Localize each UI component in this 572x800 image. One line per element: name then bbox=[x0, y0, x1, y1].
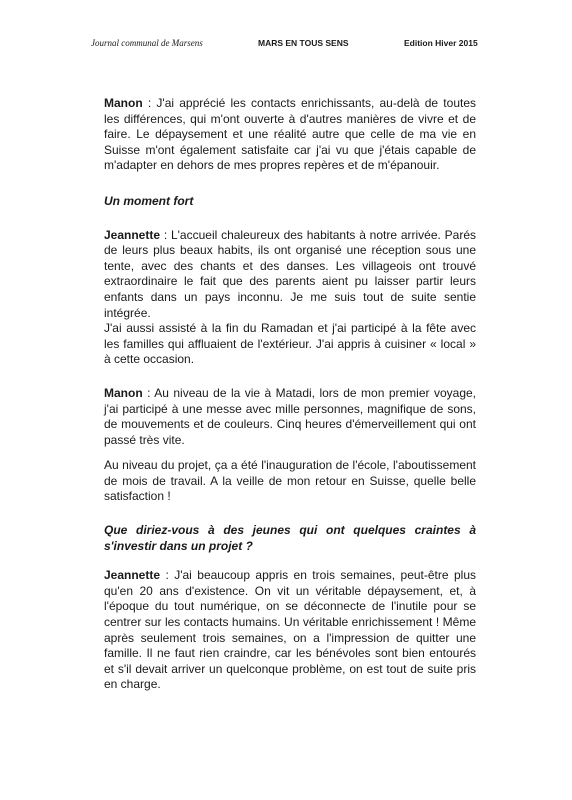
speaker-name: Manon bbox=[104, 385, 143, 400]
section-heading-question: Que diriez-vous à des jeunes qui ont quelques craintes à s'investir dans un projet ? bbox=[104, 523, 476, 553]
journal-name: Journal communal de Marsens bbox=[91, 38, 203, 48]
answer-text: : J'ai apprécié les contacts enrichissants, au-delà de toutes les différences, qui m'ont ouverte à d'autres manières de vivre et de faire. Le dépaysement et une réalité autre que celle de ma vie en Suisse m'ont également satisfaite car j'ai vu que j'étais capable de m'adapter en dehors de mes propres repères et de m'épanouir. bbox=[104, 96, 476, 173]
jeannette-answer-1-continued: J'ai aussi assisté à la fin du Ramadan et j'ai participé à la fête avec les familles qui affluaient de l'extérieur. J'ai appris à cuisiner « local » à cette occasion. bbox=[104, 321, 476, 367]
journal-title: MARS EN TOUS SENS bbox=[258, 38, 349, 48]
answer-text: : Au niveau de la vie à Matadi, lors de mon premier voyage, j'ai participé à une messe avec mille personnes, magnifique de sons, de mouvements et de couleurs. Cinq heures d'émerveillement qui ont passé très vite. bbox=[104, 385, 476, 447]
speaker-name: Manon bbox=[104, 96, 143, 110]
speaker-name: Jeannette bbox=[104, 568, 161, 583]
manon-answer-1 bbox=[104, 96, 476, 174]
jeannette-answer-1 bbox=[104, 228, 476, 322]
article-body bbox=[104, 96, 476, 693]
manon-answer-2 bbox=[104, 386, 476, 448]
jeannette-answer-2 bbox=[104, 568, 476, 693]
edition-label: Edition Hiver 2015 bbox=[404, 38, 478, 48]
page-header bbox=[0, 38, 572, 54]
section-heading-moment-fort: Un moment fort bbox=[104, 193, 194, 208]
answer-text: : L'accueil chaleureux des habitants à notre arrivée. Parés de leurs plus beaux habits, ils ont organisé une réception sous une tente, avec des chants et des danses. Les villageois ont trouvé extraordinaire le fait que des parents aient pu laisser partir leurs enfants dans un pays inconnu. Je me suis tout de suite sentie intégrée. bbox=[104, 227, 476, 320]
manon-answer-2-continued: Au niveau du projet, ça a été l'inauguration de l'école, l'aboutissement de mois de travail. A la veille de mon retour en Suisse, quelle belle satisfaction ! bbox=[104, 458, 476, 504]
answer-text: : J'ai beaucoup appris en trois semaines, peut-être plus qu'en 20 ans d'existence. On vit un véritable dépaysement, et, à l'époque du tout numérique, on se déconnecte de l'inutile pour se centrer sur les contacts humains. Un véritable enrichissement ! Même après seulement trois semaines, on a l'impression de quitter une famille. Il ne faut rien craindre, car les bénévoles sont bien entourés et s'il devait arriver un quelconque problème, on est tout de suite pris en charge. bbox=[104, 568, 476, 692]
speaker-name: Jeannette bbox=[104, 227, 161, 242]
